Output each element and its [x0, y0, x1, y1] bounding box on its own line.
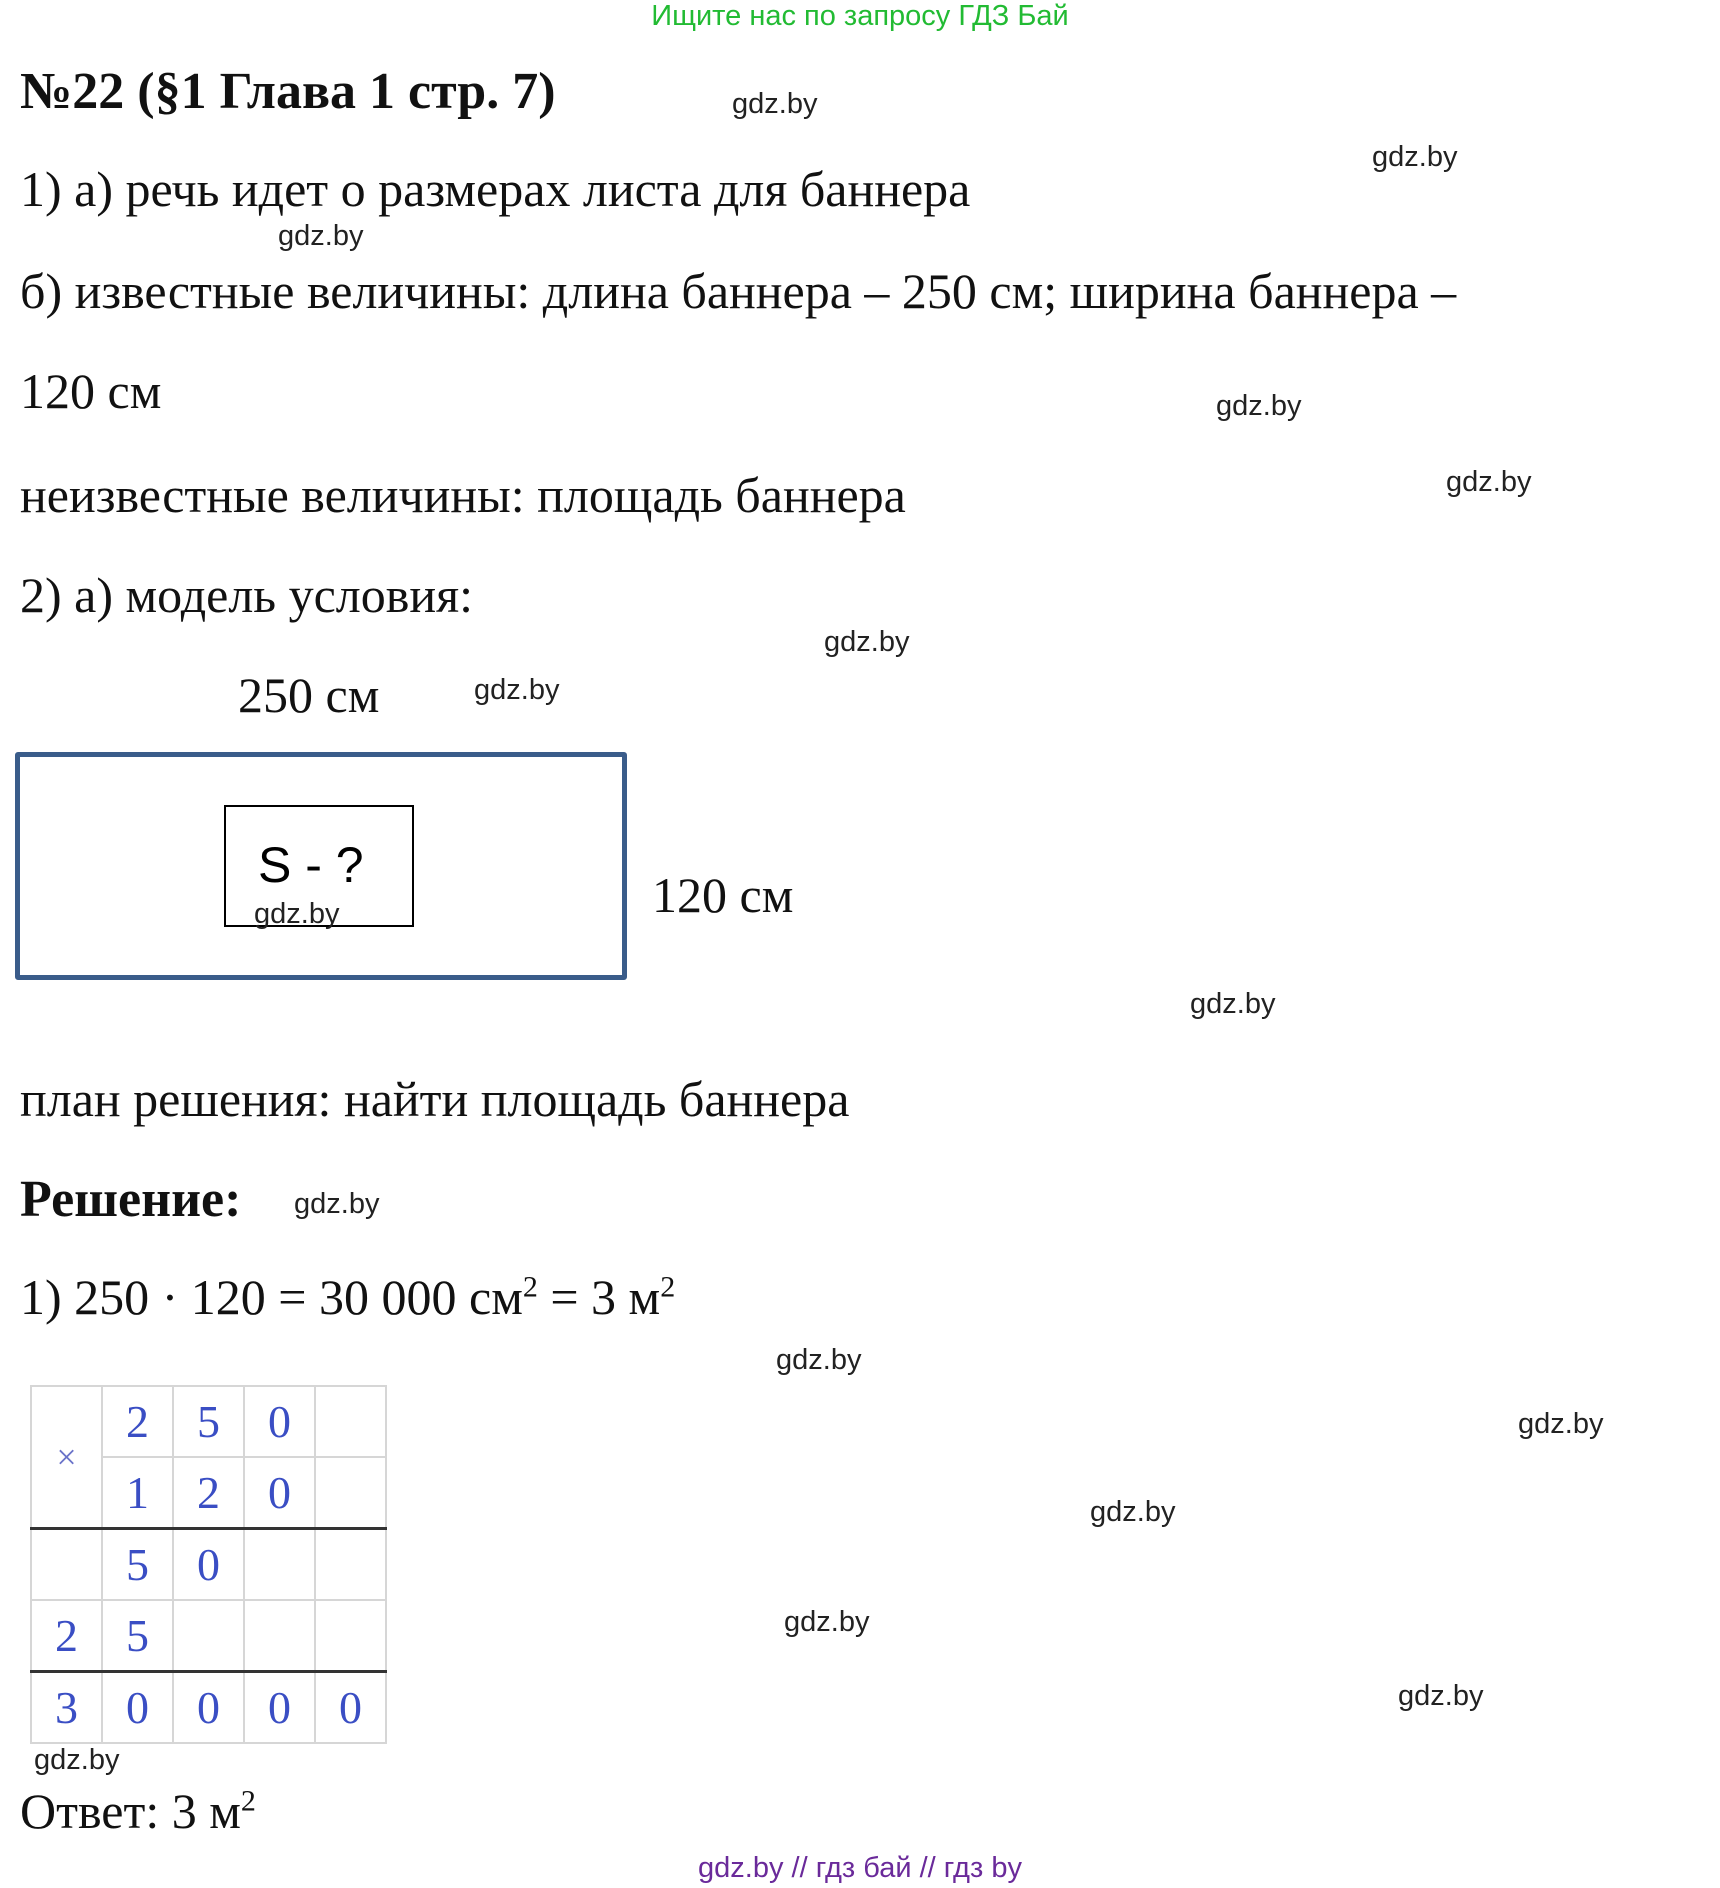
watermark: gdz.by — [776, 1344, 862, 1376]
area-label: S - ? — [258, 837, 364, 893]
grid-cell — [173, 1600, 244, 1672]
multiplication-grid — [30, 1385, 387, 1744]
watermark: gdz.by — [1518, 1408, 1604, 1440]
watermark: gdz.by — [1090, 1496, 1176, 1528]
grid-cell: × — [31, 1386, 102, 1529]
text-line-2: б) известные величины: длина баннера – 250 см; ширина баннера – — [20, 263, 1457, 319]
watermark: gdz.by — [34, 1744, 120, 1776]
grid-cell: 5 — [173, 1386, 244, 1457]
grid-cell — [244, 1529, 315, 1601]
watermark: gdz.by — [474, 674, 560, 706]
grid-cell: 0 — [315, 1672, 386, 1744]
step1-text: 1) 250 · 120 = 30 000 см — [20, 1269, 523, 1325]
grid-cell — [315, 1386, 386, 1457]
watermark: gdz.by — [1216, 390, 1302, 422]
watermark: gdz.by — [1190, 988, 1276, 1020]
step1-exponent-2: 2 — [660, 1270, 676, 1304]
watermark: gdz.by — [254, 898, 340, 930]
answer-exponent: 2 — [240, 1784, 256, 1818]
width-label: 120 см — [652, 867, 794, 923]
grid-cell: 0 — [173, 1672, 244, 1744]
watermark: gdz.by — [784, 1606, 870, 1638]
grid-cell: 2 — [102, 1386, 173, 1457]
plan-line: план решения: найти площадь баннера — [20, 1071, 850, 1127]
search-banner: Ищите нас по запросу ГДЗ Бай — [651, 0, 1069, 32]
watermark: gdz.by — [294, 1188, 380, 1220]
watermark: gdz.by — [1372, 141, 1458, 173]
grid-cell: 3 — [31, 1672, 102, 1744]
answer-line — [20, 1782, 256, 1840]
grid-cell — [315, 1457, 386, 1529]
footer-links: gdz.by // гдз бай // гдз by — [698, 1852, 1022, 1884]
watermark: gdz.by — [732, 88, 818, 120]
grid-cell: 0 — [244, 1457, 315, 1529]
watermark: gdz.by — [1446, 466, 1532, 498]
grid-cell — [315, 1529, 386, 1601]
step1-exponent-1: 2 — [522, 1270, 538, 1304]
text-line-4: неизвестные величины: площадь баннера — [20, 467, 906, 523]
text-line-5: 2) а) модель условия: — [20, 567, 473, 623]
page-title: №22 (§1 Глава 1 стр. 7) — [20, 63, 556, 120]
length-label: 250 см — [238, 667, 380, 723]
text-line-3: 120 см — [20, 363, 162, 419]
grid-cell: 0 — [173, 1529, 244, 1601]
watermark: gdz.by — [1398, 1680, 1484, 1712]
grid-cell: 0 — [102, 1672, 173, 1744]
watermark: gdz.by — [824, 626, 910, 658]
solution-heading: Решение: — [20, 1171, 242, 1228]
grid-cell: 2 — [173, 1457, 244, 1529]
grid-cell: 5 — [102, 1600, 173, 1672]
grid-cell: 0 — [244, 1386, 315, 1457]
grid-cell: 5 — [102, 1529, 173, 1601]
answer-text: Ответ: 3 м — [20, 1783, 241, 1839]
grid-cell — [244, 1600, 315, 1672]
text-line-1: 1) а) речь идет о размерах листа для баннера — [20, 161, 971, 217]
grid-cell — [315, 1600, 386, 1672]
solution-step-1 — [20, 1268, 675, 1326]
grid-cell: 1 — [102, 1457, 173, 1529]
watermark: gdz.by — [278, 220, 364, 252]
grid-cell — [31, 1529, 102, 1601]
grid-cell: 2 — [31, 1600, 102, 1672]
step1-text-mid: = 3 м — [537, 1269, 661, 1325]
grid-cell: 0 — [244, 1672, 315, 1744]
